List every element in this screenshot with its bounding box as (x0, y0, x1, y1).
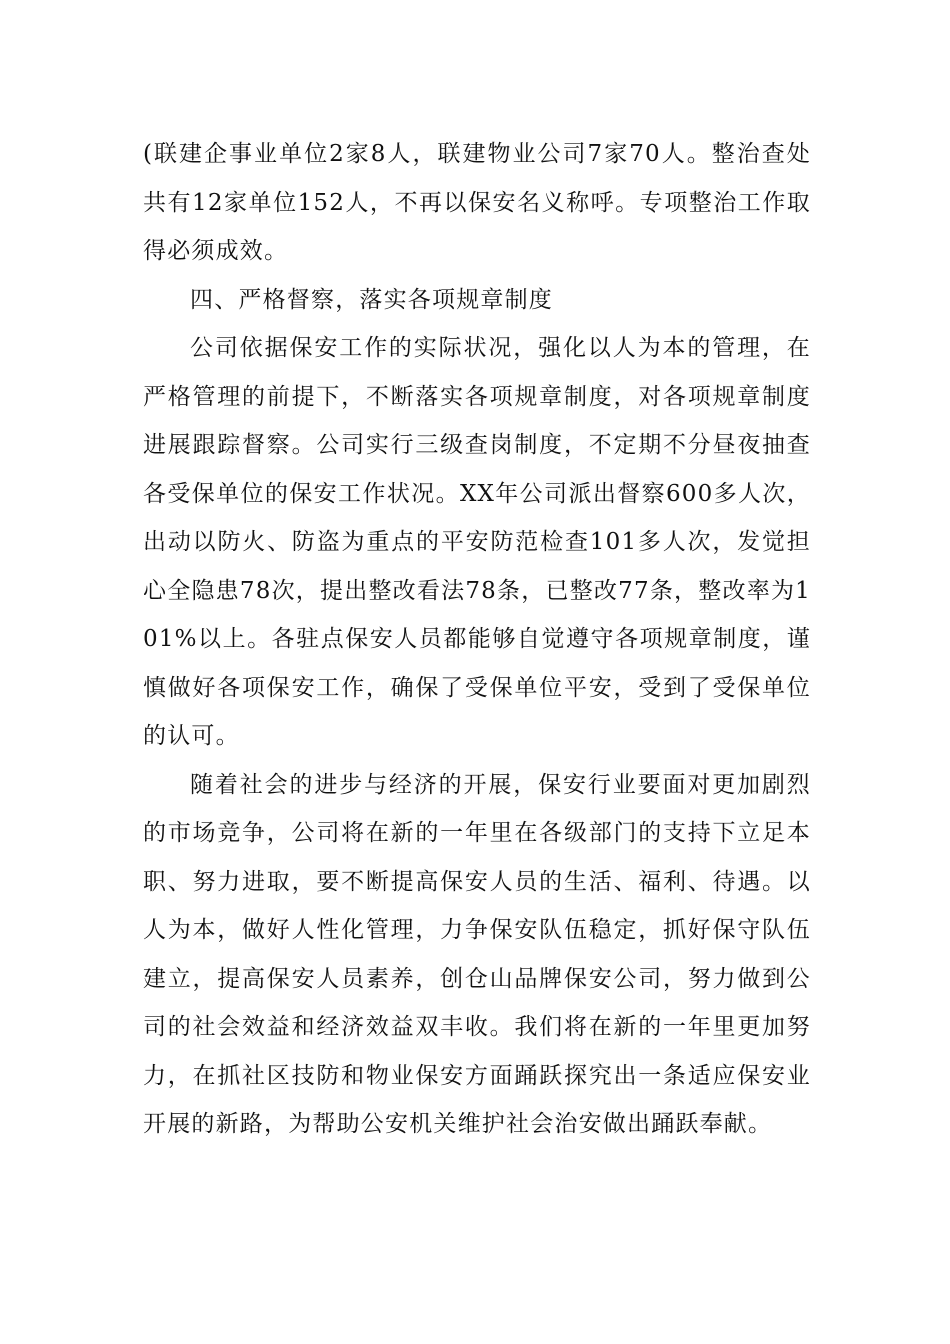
paragraph-supervision: 公司依据保安工作的实际状况，强化以人为本的管理，在严格管理的前提下，不断落实各项规章制度，对各项规章制度进展跟踪督察。公司实行三级查岗制度，不定期不分昼夜抽查各受保单位的保安工作状况。XX年公司派出督察600多人次，出动以防火、防盗为重点的平安防范检查101多人次，发觉担心全隐患78次，提出整改看法78条，已整改77条，整改率为101%以上。各驻点保安人员都能够自觉遵守各项规章制度，谨慎做好各项保安工作，确保了受保单位平安，受到了受保单位的认可。 (143, 335, 811, 749)
paragraph-outlook: 随着社会的进步与经济的开展，保安行业要面对更加剧烈的市场竞争，公司将在新的一年里在各级部门的支持下立足本职、努力进取，要不断提高保安人员的生活、福利、待遇。以人为本，做好人性化管理，力争保安队伍稳定，抓好保守队伍建立，提高保安人员素养，创仓山品牌保安公司，努力做到公司的社会效益和经济效益双丰收。我们将在新的一年里更加努力，在抓社区技防和物业保安方面踊跃探究出一条适应保安业开展的新路，为帮助公安机关维护社会治安做出踊跃奉献。 (143, 771, 811, 1137)
paragraph-continuation: (联建企事业单位2家8人，联建物业公司7家70人。整治查处共有12家单位152人，不再以保安名义称呼。专项整治工作取得必须成效。 (143, 141, 811, 264)
section-heading: 四、严格督察，落实各项规章制度 (190, 286, 553, 313)
document-body (143, 130, 811, 1149)
